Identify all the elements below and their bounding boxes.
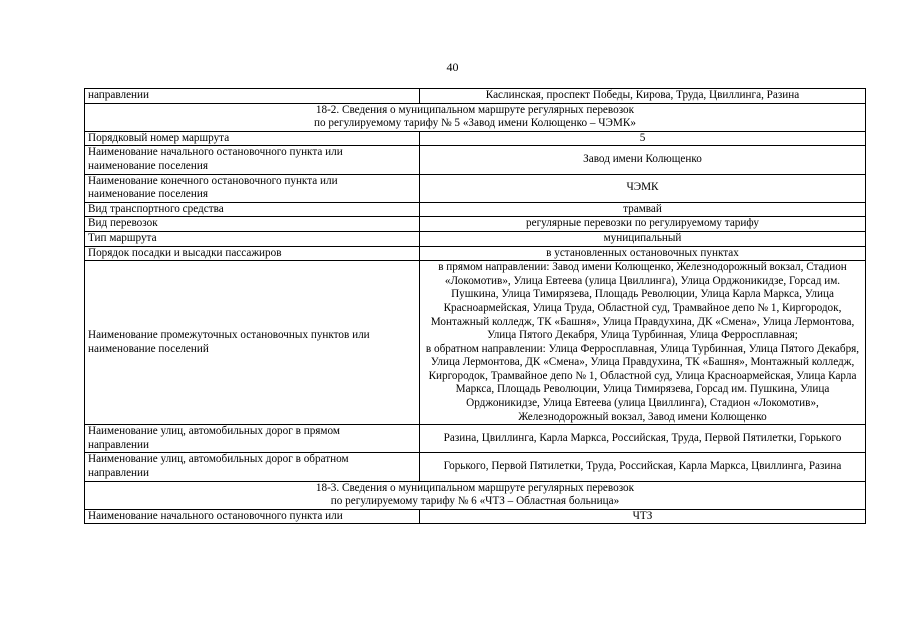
table-row	[85, 202, 866, 217]
row-label-line2: наименование поселений	[88, 342, 209, 355]
section-header-18-3	[85, 481, 866, 509]
table-row	[85, 146, 866, 174]
row-value: Завод имени Колющенко	[420, 146, 866, 174]
row-value: муниципальный	[420, 231, 866, 246]
stops-backward: в обратном направлении: Улица Ферросплавная, Улица Турбинная, Улица Пятого Декабря, Улица Лермонтова, ДК «Смена», Улица Правдухина, ТК «Башня», Монтажный колледж, Киргородок, Трамвайное депо № 1, Областной суд, Улица Красноармейская, Улица Карла Маркса, Площадь Революции, Улица Тимирязева, Горсад им. Пушкина, Улица Орджоникидзе, Улица Евтеева (улица Цвиллинга), Стадион «Локомотив», Железнодорожный вокзал, Завод имени Колющенко	[425, 342, 860, 423]
section-title-line1: 18-3. Сведения о муниципальном маршруте регулярных перевозок	[315, 481, 635, 494]
table-row	[85, 131, 866, 146]
stops-forward: в прямом направлении: Завод имени Колющенко, Железнодорожный вокзал, Стадион «Локомотив», Улица Евтеева (улица Цвиллинга), Улица Орджоникидзе, Горсад им. Пушкина, Улица Тимирязева, Площадь Революции, Улица Карла Маркса, Улица Красноармейская, Улица Труда, Областной суд, Трамвайное депо № 1, Киргородок, Монтажный колледж, ТК «Башня», Улица Правдухина, ДК «Смена», Улица Лермонтова, Улица Пятого Декабря, Улица Турбинная, Улица Ферросплавная;	[430, 261, 855, 342]
section-title-line2: по регулируемому тарифу № 6 «ЧТЗ – Областная больница»	[330, 495, 620, 508]
row-value: в установленных остановочных пунктах	[420, 246, 866, 261]
table-row	[85, 217, 866, 232]
row-label: Вид перевозок	[85, 217, 420, 232]
row-label-line2: направлении	[88, 438, 149, 451]
row-value: Каслинская, проспект Победы, Кирова, Труда, Цвиллинга, Разина	[420, 89, 866, 104]
table-row	[85, 453, 866, 481]
section-title-line2: по регулируемому тарифу № 5 «Завод имени Колющенко – ЧЭМК»	[314, 117, 636, 130]
row-value: трамвай	[420, 202, 866, 217]
row-value: ЧЭМК	[420, 174, 866, 202]
row-value: 5	[420, 131, 866, 146]
row-label: Вид транспортного средства	[85, 202, 420, 217]
row-label-line1: Наименование конечного остановочного пункта или	[88, 174, 338, 187]
row-label-line2: наименование поселения	[88, 159, 208, 172]
row-value: регулярные перевозки по регулируемому тарифу	[420, 217, 866, 232]
row-label: Порядковый номер маршрута	[85, 131, 420, 146]
row-label: направлении	[85, 89, 420, 104]
table-row	[85, 246, 866, 261]
row-value: ЧТЗ	[420, 509, 866, 524]
row-label-line2: наименование поселения	[88, 188, 208, 201]
row-label: Наименование начального остановочного пункта или	[85, 509, 420, 524]
section-header-18-2	[85, 103, 866, 131]
row-label-line1: Наименование улиц, автомобильных дорог в прямом	[88, 425, 340, 438]
row-label-line2: направлении	[88, 467, 149, 480]
section-title-line1: 18-2. Сведения о муниципальном маршруте регулярных перевозок	[315, 103, 635, 116]
table-row	[85, 231, 866, 246]
table-row	[85, 174, 866, 202]
table-row	[85, 89, 866, 104]
row-label-line1: Наименование промежуточных остановочных пунктов или	[88, 329, 370, 342]
row-label: Тип маршрута	[85, 231, 420, 246]
row-label-line1: Наименование начального остановочного пункта или	[88, 146, 343, 159]
row-label: Порядок посадки и высадки пассажиров	[85, 246, 420, 261]
row-label-line1: Наименование улиц, автомобильных дорог в обратном	[88, 453, 349, 466]
table-row	[85, 509, 866, 524]
table-row	[85, 261, 866, 425]
route-table	[84, 88, 866, 524]
table-row	[85, 425, 866, 453]
page-number: 40	[446, 60, 459, 74]
row-value: Разина, Цвиллинга, Карла Маркса, Российская, Труда, Первой Пятилетки, Горького	[420, 425, 866, 453]
row-value: Горького, Первой Пятилетки, Труда, Российская, Карла Маркса, Цвиллинга, Разина	[420, 453, 866, 481]
